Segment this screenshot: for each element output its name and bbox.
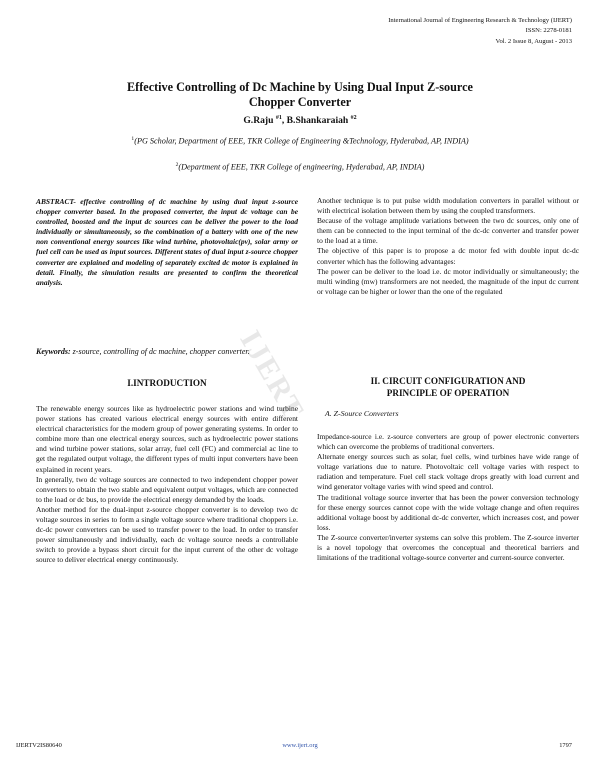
author-2: B.Shankaraiah xyxy=(286,115,349,127)
intro-paragraph-3: Another method for the dual-input z-source chopper converter is to develop two dc voltage sources in series to form a single voltage source where traditional choppers i.e. dc-dc power converters can be used to transfer power to the load. In order to transfer power simultaneously and individually, each dc voltage source needs a controllable switch to provide a bypass short circuit for the input current of the other dc voltage source to deliver electrical energy continuously. xyxy=(36,504,298,565)
right-paragraph-3: The objective of this paper is to propose a dc motor fed with double input dc-dc converter which has the following advantages: xyxy=(317,246,579,266)
introduction-body xyxy=(36,404,298,566)
affiliation-1 xyxy=(30,136,570,146)
authors xyxy=(40,115,560,126)
abstract-text: ABSTRACT- effective controlling of dc machine by using dual input z-source chopper converter based. In the proposed converter, the input dc voltage can be controlled, boosted and the input dc sources can be deliver the power to the load individually or simultaneously, so the combination of a battery with one of the new non conventional energy sources like wind turbine, photovoltaic(pv), solar army or fuel cell can be used as input sources. Different states of dual input z-source chopper converter are explained and modeling of separately excited dc motor is explained in detail. Finally, the simulation results are presented to confirm the theoretical analysis. xyxy=(36,197,298,287)
heading-section-2-line-1: II. CIRCUIT CONFIGURATION AND xyxy=(370,376,526,386)
keywords-label: Keywords: xyxy=(36,347,71,356)
footer-paper-id: IJERTV2IS80640 xyxy=(16,742,62,749)
right-paragraph-2: Because of the voltage amplitude variations between the two dc sources, only one of them can be connected to the input terminal of the dc-dc converter and transfer power to the load at a time. xyxy=(317,216,579,246)
affiliation-1-marker: 1 xyxy=(131,136,135,142)
title-line-1: Effective Controlling of Dc Machine by Using Dual Input Z-source xyxy=(127,80,473,94)
author-1-marker: #1 xyxy=(275,115,282,121)
section-2-body xyxy=(317,432,579,563)
keywords-block xyxy=(36,346,298,357)
right-paragraph-4: The power can be deliver to the load i.e. dc motor individually or simultaneously; the multi winding (mw) transformers are not needed, the magnitude of the input dc current or voltage can be higher or lower than the one of the regulated xyxy=(317,266,579,296)
affiliation-2-text: (Department of EEE, TKR College of engineering, Hyderabad, AP, INDIA) xyxy=(178,162,425,172)
sec2-paragraph-3: The traditional voltage source inverter that has been the power conversion technology for these energy sources cannot cope with the wide voltage change and often requires additional voltage boost by additional dc-dc converter, which increases cost, and power loss. xyxy=(317,492,579,532)
author-2-marker: #2 xyxy=(350,115,357,121)
affiliation-2-marker: 2 xyxy=(175,162,179,168)
author-1: G.Raju xyxy=(243,115,274,127)
sec2-paragraph-1: Impedance-source i.e. z-source converters are group of power electronic converters which can overcome the problems of traditional converters. xyxy=(317,432,579,452)
right-paragraph-1: Another technique is to put pulse width modulation converters in parallel without or with electrical isolation between them by using the coupled transformers. xyxy=(317,196,579,216)
heading-section-2 xyxy=(317,376,579,399)
keywords-text: z-source, controlling of dc machine, chopper converter. xyxy=(70,347,250,356)
ijert-watermark: IJERT xyxy=(233,325,311,426)
journal-header xyxy=(332,16,572,47)
subheading-z-source: A. Z-Source Converters xyxy=(325,409,399,418)
heading-introduction: I.INTRODUCTION xyxy=(127,378,207,388)
journal-name: International Journal of Engineering Research & Technology (IJERT) xyxy=(388,17,572,24)
sec2-paragraph-2: Alternate energy sources such as solar, fuel cells, wind turbines have wide range of voltage variations due to nature. Photovoltaic cell voltage varies with respect to radiation and temperature. Fuel cell stack voltage drops greatly with load current and wind generator voltage varies with wind speed and control. xyxy=(317,452,579,492)
intro-paragraph-1: The renewable energy sources like as hydroelectric power stations and wind turbine power stations has created various electrical energy sources with entire different electrical characteristics for the modern group of power generating systems. In order to combine more than one electrical energy sources, such as hydroelectric power stations and wind turbine power stations, solar array, fuel cell (FC) and commercial ac line to get the regulated output voltage, the different types of multi input converters have been explained in recent years. xyxy=(36,404,298,474)
sec2-paragraph-4: The Z-source converter/inverter systems can solve this problem. The Z-source inverter is a novel topology that overcomes the conceptual and theoretical barriers and limitations of the traditional voltage-source converter and current-source converter. xyxy=(317,532,579,563)
author-separator: , xyxy=(281,115,287,127)
intro-paragraph-2: In generally, two dc voltage sources are connected to two independent chopper power converters to obtain the two stable and equivalent output voltages, which are connected to the load or dc bus, to provide the electrical energy demanded by the loads. xyxy=(36,474,298,504)
journal-volume: Vol. 2 Issue 8, August - 2013 xyxy=(495,37,572,45)
journal-issn: ISSN: 2278-0181 xyxy=(525,27,572,35)
footer-website-link[interactable]: www.ijert.org xyxy=(282,742,318,749)
affiliation-2 xyxy=(30,162,570,172)
title-line-2: Chopper Converter xyxy=(248,95,352,109)
paper-title xyxy=(40,80,560,110)
affiliation-1-text: (PG Scholar, Department of EEE, TKR College of Engineering &Technology, Hyderabad, AP, INDIA) xyxy=(134,136,469,146)
abstract-block xyxy=(36,197,298,288)
right-column-intro-continued xyxy=(317,196,579,297)
heading-section-2-line-2: PRINCIPLE OF OPERATION xyxy=(386,387,510,398)
footer-page-number: 1797 xyxy=(559,742,572,749)
